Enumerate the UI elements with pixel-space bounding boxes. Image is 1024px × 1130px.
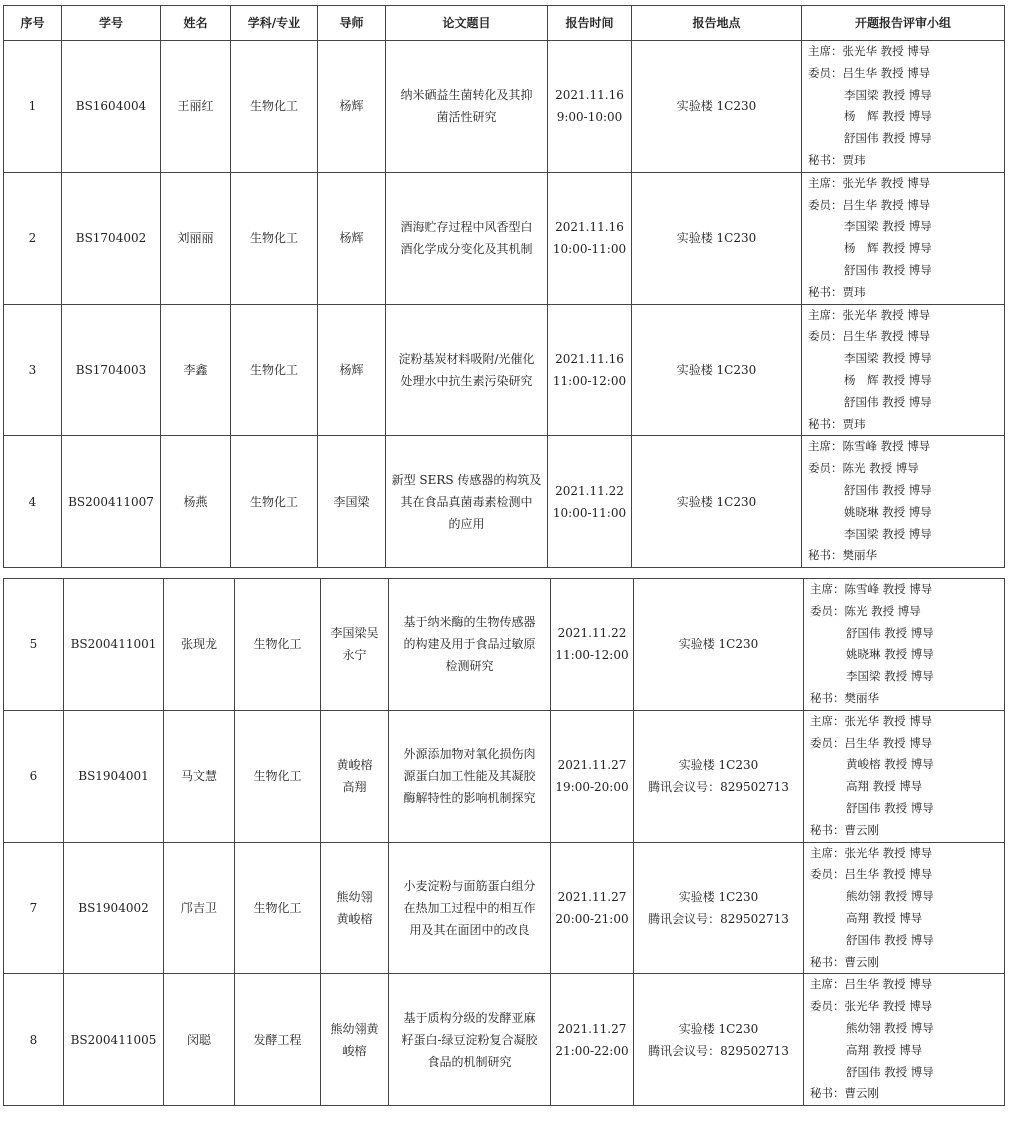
student-name-cell (161, 304, 231, 436)
report-time-cell (551, 710, 634, 842)
report-place-cell (632, 304, 802, 436)
panel-member-line: 杨 辉 教授 博导 (844, 109, 932, 124)
major-cell (235, 974, 321, 1106)
thesis-title-line: 检测研究 (445, 659, 494, 674)
row-number: 1 (28, 99, 37, 114)
review-panel-cell (804, 842, 1005, 974)
student-id: BS200411001 (70, 637, 157, 652)
report-date: 2021.11.16 (555, 351, 624, 366)
thesis-title-line: 源蛋白加工性能及其凝胶 (403, 769, 536, 784)
student-name: 马文慧 (180, 769, 217, 784)
student-name: 刘丽丽 (177, 231, 214, 246)
major: 生物化工 (249, 494, 298, 509)
row-number-cell (4, 304, 62, 436)
thesis-title-line: 其在食品真菌毒素检测中 (400, 494, 533, 509)
student-name: 李鑫 (183, 362, 208, 377)
report-place-cell (632, 436, 802, 568)
table-row (4, 304, 1005, 436)
panel-member-line: 舒国伟 教授 博导 (846, 932, 934, 947)
panel-member-line: 李国梁 教授 博导 (844, 526, 932, 541)
panel-member-line: 李国梁 教授 博导 (846, 669, 934, 684)
report-time-cell (548, 172, 632, 304)
panel-member-line: 舒国伟 教授 博导 (844, 262, 932, 277)
advisor-cell (321, 710, 389, 842)
student-id-cell (64, 974, 164, 1106)
report-place-cell (632, 41, 802, 173)
panel-member-line: 秘书：曹云刚 (810, 1086, 879, 1101)
panel-member-line: 杨 辉 教授 博导 (844, 372, 932, 387)
report-place-line: 实验楼 1C230 (678, 1021, 759, 1036)
panel-member-line: 委员：张光华 教授 博导 (810, 999, 933, 1014)
thesis-title-line: 在热加工过程中的相互作 (403, 900, 536, 915)
advisor-line: 高翔 (342, 780, 367, 795)
panel-member-line: 高翔 教授 博导 (846, 1042, 923, 1057)
advisor-line: 熊幼翎黄 (330, 1021, 379, 1036)
row-number: 6 (29, 769, 38, 784)
row-number-cell (4, 41, 62, 173)
row-number: 4 (28, 494, 37, 509)
header-no: 序号 (4, 6, 62, 41)
report-time: 19:00-20:00 (555, 780, 629, 795)
student-id: BS200411005 (70, 1032, 157, 1047)
report-time: 21:00-22:00 (555, 1043, 629, 1058)
review-panel-cell (802, 172, 1005, 304)
header-report-place: 报告地点 (632, 6, 802, 41)
header-advisor: 导师 (318, 6, 386, 41)
report-place-line: 实验楼 1C230 (676, 362, 757, 377)
thesis-title-cell (389, 710, 551, 842)
student-name: 邝吉卫 (180, 900, 217, 915)
report-place-line: 腾讯会议号：829502713 (648, 1043, 789, 1058)
thesis-title-line: 用及其在面团中的改良 (409, 922, 530, 937)
report-time: 10:00-11:00 (552, 242, 627, 257)
row-number-cell (4, 710, 64, 842)
report-place-line: 实验楼 1C230 (676, 494, 757, 509)
major: 生物化工 (253, 637, 302, 652)
advisor-cell (318, 304, 386, 436)
major: 生物化工 (249, 99, 298, 114)
advisor-cell (321, 842, 389, 974)
advisor-line: 黄峻榕 (336, 758, 373, 773)
report-time-cell (551, 579, 634, 711)
thesis-title-line: 外源添加物对氧化损伤肉 (403, 747, 536, 762)
thesis-title-line: 淀粉基炭材料吸附/光催化 (398, 351, 535, 366)
panel-member-line: 熊幼翎 教授 博导 (846, 889, 934, 904)
table-row (4, 41, 1005, 173)
advisor-cell (321, 579, 389, 711)
review-panel-cell (804, 579, 1005, 711)
report-date: 2021.11.22 (555, 483, 624, 498)
schedule-table-top (3, 5, 1005, 568)
advisor-line: 李国梁 (333, 494, 370, 509)
major-cell (235, 710, 321, 842)
panel-member-line: 黄峻榕 教授 博导 (846, 757, 934, 772)
table-row (4, 974, 1005, 1106)
panel-member-line: 主席：陈雪峰 教授 博导 (808, 439, 931, 454)
student-name-cell (164, 579, 235, 711)
thesis-title-line: 的应用 (448, 516, 485, 531)
row-number: 3 (28, 362, 37, 377)
report-place-cell (634, 710, 804, 842)
row-number: 2 (28, 231, 37, 246)
panel-member-line: 主席：张光华 教授 博导 (808, 307, 931, 322)
major-cell (231, 436, 318, 568)
panel-member-line: 秘书：贾玮 (808, 416, 866, 431)
panel-member-line: 李国梁 教授 博导 (844, 219, 932, 234)
panel-member-line: 秘书：曹云刚 (810, 822, 879, 837)
report-date: 2021.11.27 (557, 889, 627, 904)
report-place-cell (634, 974, 804, 1106)
row-number: 7 (29, 900, 38, 915)
student-id-cell (62, 172, 161, 304)
schedule-table-bottom (3, 578, 1005, 1106)
report-place-line: 腾讯会议号：829502713 (648, 911, 789, 926)
student-name: 闵聪 (186, 1032, 211, 1047)
thesis-title-line: 食品的机制研究 (427, 1054, 512, 1069)
report-time-cell (551, 974, 634, 1106)
thesis-title-line: 小麦淀粉与面筋蛋白组分 (403, 878, 536, 893)
panel-member-line: 秘书：贾玮 (808, 284, 866, 299)
report-time-cell (548, 41, 632, 173)
advisor-cell (318, 41, 386, 173)
review-panel-cell (804, 974, 1005, 1106)
thesis-title-line: 酒海贮存过程中风香型白 (400, 220, 533, 235)
advisor-line: 杨辉 (339, 362, 364, 377)
student-id: BS1904002 (78, 900, 149, 915)
review-panel-cell (802, 436, 1005, 568)
row-number: 5 (29, 637, 38, 652)
report-place-line: 腾讯会议号：829502713 (648, 780, 789, 795)
row-number-cell (4, 579, 64, 711)
student-id: BS1704003 (75, 362, 147, 377)
panel-member-line: 委员：吕生华 教授 博导 (808, 197, 931, 212)
header-major: 学科/专业 (231, 6, 318, 41)
major-cell (231, 41, 318, 173)
thesis-title-cell (389, 579, 551, 711)
thesis-title-cell (386, 172, 548, 304)
advisor-cell (318, 172, 386, 304)
panel-member-line: 秘书：樊丽华 (808, 548, 877, 563)
report-time: 11:00-12:00 (555, 648, 629, 663)
report-date: 2021.11.16 (555, 88, 624, 103)
review-panel-cell (802, 41, 1005, 173)
student-id: BS1704002 (75, 231, 147, 246)
panel-member-line: 主席：张光华 教授 博导 (810, 713, 933, 728)
thesis-title-cell (386, 41, 548, 173)
student-name-cell (161, 41, 231, 173)
header-row (4, 6, 1005, 41)
thesis-title-line: 菌活性研究 (436, 110, 497, 125)
report-date: 2021.11.27 (557, 758, 627, 773)
report-time: 10:00-11:00 (552, 505, 627, 520)
report-date: 2021.11.27 (557, 1021, 627, 1036)
major-cell (235, 579, 321, 711)
table-row (4, 436, 1005, 568)
thesis-title-line: 酒化学成分变化及其机制 (400, 242, 533, 257)
panel-member-line: 秘书：樊丽华 (810, 690, 879, 705)
student-id: BS200411007 (68, 494, 154, 509)
table-row (4, 842, 1005, 974)
thesis-title-cell (386, 436, 548, 568)
report-time: 9:00-10:00 (556, 110, 623, 125)
panel-member-line: 舒国伟 教授 博导 (844, 394, 932, 409)
review-panel-cell (804, 710, 1005, 842)
panel-member-line: 主席：张光华 教授 博导 (808, 175, 931, 190)
table-row (4, 172, 1005, 304)
report-time: 11:00-12:00 (552, 373, 627, 388)
report-place-line: 实验楼 1C230 (678, 889, 759, 904)
thesis-title-line: 酶解特性的影响机制探究 (403, 791, 536, 806)
panel-member-line: 杨 辉 教授 博导 (844, 241, 932, 256)
thesis-title-cell (389, 842, 551, 974)
panel-member-line: 高翔 教授 博导 (846, 779, 923, 794)
student-name-cell (161, 436, 231, 568)
thesis-title-cell (386, 304, 548, 436)
row-number: 8 (29, 1032, 38, 1047)
student-id: BS1904001 (78, 769, 149, 784)
thesis-title-line: 新型 SERS 传感器的构筑及 (391, 472, 542, 487)
table-row (4, 579, 1005, 711)
panel-member-line: 委员：吕生华 教授 博导 (808, 65, 931, 80)
student-id: BS1604004 (75, 99, 147, 114)
panel-member-line: 熊幼翎 教授 博导 (846, 1020, 934, 1035)
panel-member-line: 委员：陈光 教授 博导 (808, 461, 919, 476)
panel-member-line: 舒国伟 教授 博导 (846, 1064, 934, 1079)
advisor-line: 峻榕 (342, 1043, 367, 1058)
report-place-line: 实验楼 1C230 (676, 231, 757, 246)
header-name: 姓名 (161, 6, 231, 41)
student-id-cell (62, 436, 161, 568)
report-place-cell (634, 579, 804, 711)
student-name-cell (161, 172, 231, 304)
advisor-line: 杨辉 (339, 99, 364, 114)
report-place-line: 实验楼 1C230 (676, 99, 757, 114)
thesis-title-cell (389, 974, 551, 1106)
panel-member-line: 秘书：贾玮 (808, 152, 866, 167)
panel-member-line: 主席：张光华 教授 博导 (810, 845, 933, 860)
major: 发酵工程 (253, 1032, 302, 1047)
thesis-title-line: 的构建及用于食品过敏原 (403, 637, 536, 652)
report-place-line: 实验楼 1C230 (678, 637, 759, 652)
panel-member-line: 李国梁 教授 博导 (844, 351, 932, 366)
panel-member-line: 主席：张光华 教授 博导 (808, 44, 931, 58)
thesis-title-line: 基于纳米酶的生物传感器 (403, 615, 536, 630)
panel-member-line: 姚晓琳 教授 博导 (844, 504, 932, 519)
header-report-time: 报告时间 (548, 6, 632, 41)
report-date: 2021.11.16 (555, 220, 624, 235)
row-number-cell (4, 974, 64, 1106)
advisor-line: 杨辉 (339, 231, 364, 246)
student-name-cell (164, 974, 235, 1106)
report-time-cell (551, 842, 634, 974)
student-id-cell (64, 579, 164, 711)
major-cell (235, 842, 321, 974)
advisor-line: 李国梁吴 (330, 626, 379, 641)
student-id-cell (62, 41, 161, 173)
report-date: 2021.11.22 (557, 626, 627, 641)
major: 生物化工 (253, 769, 302, 784)
header-review-panel: 开题报告评审小组 (802, 6, 1005, 41)
report-time-cell (548, 436, 632, 568)
student-name-cell (164, 842, 235, 974)
advisor-line: 熊幼翎 (336, 889, 373, 904)
report-time-cell (548, 304, 632, 436)
major: 生物化工 (253, 900, 302, 915)
panel-member-line: 委员：吕生华 教授 博导 (810, 735, 933, 750)
header-student-id: 学号 (62, 6, 161, 41)
student-name: 杨燕 (183, 494, 208, 509)
advisor-cell (321, 974, 389, 1106)
major: 生物化工 (249, 231, 298, 246)
panel-member-line: 舒国伟 教授 博导 (844, 131, 932, 146)
panel-member-line: 姚晓琳 教授 博导 (846, 647, 934, 662)
major-cell (231, 304, 318, 436)
thesis-title-line: 基于质构分级的发酵亚麻 (403, 1010, 536, 1025)
row-number-cell (4, 172, 62, 304)
panel-member-line: 秘书：曹云刚 (810, 954, 879, 969)
table-row (4, 710, 1005, 842)
thesis-title-line: 籽蛋白-绿豆淀粉复合凝胶 (401, 1032, 538, 1047)
report-time: 20:00-21:00 (555, 911, 629, 926)
student-id-cell (64, 842, 164, 974)
report-place-cell (634, 842, 804, 974)
advisor-cell (318, 436, 386, 568)
panel-member-line: 舒国伟 教授 博导 (844, 482, 932, 497)
panel-member-line: 舒国伟 教授 博导 (846, 625, 934, 640)
thesis-title-line: 纳米硒益生菌转化及其抑 (400, 88, 533, 103)
student-id-cell (64, 710, 164, 842)
report-place-line: 实验楼 1C230 (678, 758, 759, 773)
thesis-title-line: 处理水中抗生素污染研究 (400, 373, 533, 388)
panel-member-line: 委员：吕生华 教授 博导 (808, 329, 931, 344)
header-thesis-title: 论文题目 (386, 6, 548, 41)
row-number-cell (4, 842, 64, 974)
student-id-cell (62, 304, 161, 436)
panel-member-line: 委员：陈光 教授 博导 (810, 603, 921, 618)
student-name-cell (164, 710, 235, 842)
row-number-cell (4, 436, 62, 568)
major: 生物化工 (249, 362, 298, 377)
major-cell (231, 172, 318, 304)
panel-member-line: 委员：吕生华 教授 博导 (810, 867, 933, 882)
review-panel-cell (802, 304, 1005, 436)
student-name: 王丽红 (177, 99, 214, 114)
student-name: 张现龙 (180, 637, 217, 652)
panel-member-line: 舒国伟 教授 博导 (846, 800, 934, 815)
advisor-line: 永宁 (342, 648, 367, 663)
report-place-cell (632, 172, 802, 304)
panel-member-line: 李国梁 教授 博导 (844, 87, 932, 102)
panel-member-line: 高翔 教授 博导 (846, 910, 923, 925)
advisor-line: 黄峻榕 (336, 911, 373, 926)
panel-member-line: 主席：吕生华 教授 博导 (810, 977, 933, 992)
panel-member-line: 主席：陈雪峰 教授 博导 (810, 582, 933, 596)
